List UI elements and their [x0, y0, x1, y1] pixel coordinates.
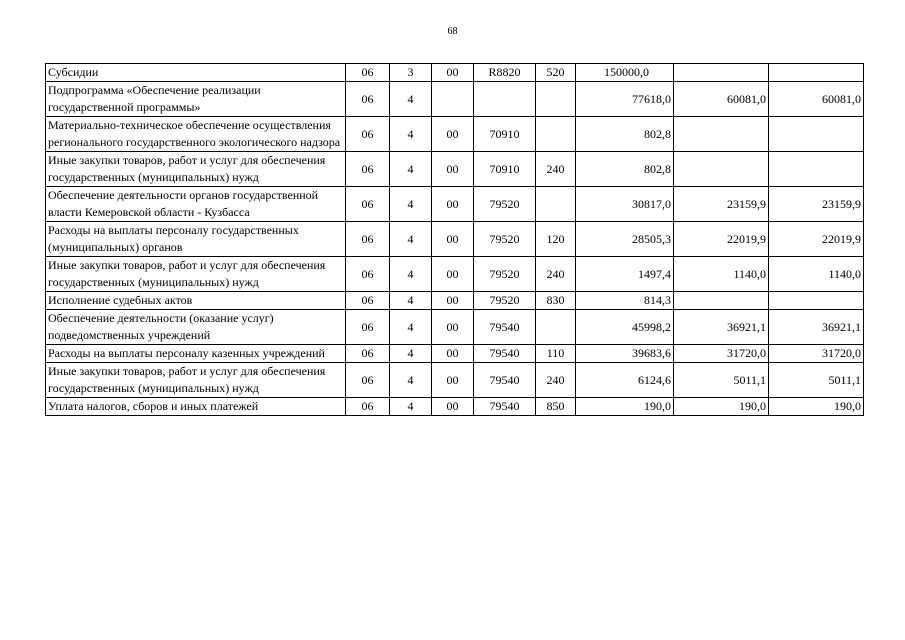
row-target-article-cell: 79540 — [474, 345, 536, 363]
row-amount-3-cell — [769, 117, 864, 152]
row-amount-2-cell: 1140,0 — [674, 257, 769, 292]
row-target-article-cell: 70910 — [474, 117, 536, 152]
row-target-article-cell: 70910 — [474, 152, 536, 187]
row-program-cell: 00 — [432, 152, 474, 187]
row-amount-1-cell: 802,8 — [576, 152, 674, 187]
table-row — [46, 398, 864, 416]
row-section-cell: 06 — [346, 398, 390, 416]
row-name-cell: Подпрограмма «Обеспечение реализации государственной программы» — [46, 82, 346, 117]
row-target-article-cell: 79520 — [474, 292, 536, 310]
row-target-article-cell: 79520 — [474, 187, 536, 222]
row-section-cell: 06 — [346, 257, 390, 292]
table-row — [46, 257, 864, 292]
row-subsection-cell: 3 — [390, 64, 432, 82]
row-target-article-cell: 79520 — [474, 257, 536, 292]
row-amount-3-cell: 22019,9 — [769, 222, 864, 257]
row-program-cell: 00 — [432, 187, 474, 222]
row-amount-2-cell — [674, 117, 769, 152]
table-row — [46, 117, 864, 152]
page-number: 68 — [447, 26, 458, 37]
row-program-cell: 00 — [432, 292, 474, 310]
row-name-cell: Исполнение судебных актов — [46, 292, 346, 310]
row-expense-type-cell: 110 — [536, 345, 576, 363]
row-expense-type-cell: 850 — [536, 398, 576, 416]
row-amount-1-cell: 1497,4 — [576, 257, 674, 292]
row-expense-type-cell — [536, 187, 576, 222]
row-subsection-cell: 4 — [390, 363, 432, 398]
row-amount-3-cell: 190,0 — [769, 398, 864, 416]
row-amount-2-cell: 5011,1 — [674, 363, 769, 398]
row-amount-2-cell — [674, 64, 769, 82]
row-section-cell: 06 — [346, 222, 390, 257]
row-section-cell: 06 — [346, 82, 390, 117]
row-expense-type-cell — [536, 117, 576, 152]
row-subsection-cell: 4 — [390, 257, 432, 292]
row-program-cell: 00 — [432, 310, 474, 345]
table-body — [46, 64, 864, 416]
table-row — [46, 82, 864, 117]
row-program-cell: 00 — [432, 117, 474, 152]
row-amount-3-cell: 60081,0 — [769, 82, 864, 117]
row-amount-3-cell: 23159,9 — [769, 187, 864, 222]
row-subsection-cell: 4 — [390, 152, 432, 187]
row-amount-2-cell: 22019,9 — [674, 222, 769, 257]
row-target-article-cell: 79540 — [474, 398, 536, 416]
row-amount-1-cell: 77618,0 — [576, 82, 674, 117]
row-name-cell: Расходы на выплаты персоналу государственных (муниципальных) органов — [46, 222, 346, 257]
row-name-cell: Материально-техническое обеспечение осуществления регионального государственного экологического надзора — [46, 117, 346, 152]
table-row — [46, 310, 864, 345]
row-amount-1-cell: 39683,6 — [576, 345, 674, 363]
row-amount-1-cell: 30817,0 — [576, 187, 674, 222]
row-section-cell: 06 — [346, 152, 390, 187]
row-expense-type-cell — [536, 310, 576, 345]
row-subsection-cell: 4 — [390, 117, 432, 152]
row-expense-type-cell: 830 — [536, 292, 576, 310]
row-amount-3-cell — [769, 292, 864, 310]
row-target-article-cell: 79540 — [474, 310, 536, 345]
row-amount-3-cell — [769, 64, 864, 82]
row-name-cell: Расходы на выплаты персоналу казенных учреждений — [46, 345, 346, 363]
table-row — [46, 345, 864, 363]
row-program-cell: 00 — [432, 64, 474, 82]
row-expense-type-cell: 240 — [536, 363, 576, 398]
row-amount-3-cell: 36921,1 — [769, 310, 864, 345]
row-program-cell — [432, 82, 474, 117]
row-subsection-cell: 4 — [390, 82, 432, 117]
row-subsection-cell: 4 — [390, 222, 432, 257]
row-target-article-cell: 79520 — [474, 222, 536, 257]
row-subsection-cell: 4 — [390, 398, 432, 416]
row-program-cell: 00 — [432, 345, 474, 363]
row-expense-type-cell: 240 — [536, 257, 576, 292]
row-name-cell: Уплата налогов, сборов и иных платежей — [46, 398, 346, 416]
row-name-cell: Иные закупки товаров, работ и услуг для обеспечения государственных (муниципальных) нужд — [46, 257, 346, 292]
row-expense-type-cell: 240 — [536, 152, 576, 187]
row-amount-3-cell — [769, 152, 864, 187]
row-program-cell: 00 — [432, 257, 474, 292]
table-row — [46, 152, 864, 187]
budget-table — [45, 63, 864, 416]
row-section-cell: 06 — [346, 310, 390, 345]
row-program-cell: 00 — [432, 363, 474, 398]
row-amount-2-cell: 31720,0 — [674, 345, 769, 363]
row-target-article-cell: R8820 — [474, 64, 536, 82]
row-name-cell: Субсидии — [46, 64, 346, 82]
row-amount-2-cell: 23159,9 — [674, 187, 769, 222]
row-name-cell: Иные закупки товаров, работ и услуг для обеспечения государственных (муниципальных) нужд — [46, 152, 346, 187]
row-amount-1-cell: 150000,0 — [576, 64, 674, 82]
row-amount-3-cell: 1140,0 — [769, 257, 864, 292]
row-amount-2-cell: 190,0 — [674, 398, 769, 416]
table-row — [46, 187, 864, 222]
table-row — [46, 64, 864, 82]
table-row — [46, 222, 864, 257]
row-expense-type-cell — [536, 82, 576, 117]
row-amount-1-cell: 190,0 — [576, 398, 674, 416]
row-amount-1-cell: 45998,2 — [576, 310, 674, 345]
row-amount-1-cell: 6124,6 — [576, 363, 674, 398]
row-expense-type-cell: 520 — [536, 64, 576, 82]
table-row — [46, 292, 864, 310]
row-section-cell: 06 — [346, 64, 390, 82]
row-expense-type-cell: 120 — [536, 222, 576, 257]
row-amount-2-cell — [674, 292, 769, 310]
row-section-cell: 06 — [346, 363, 390, 398]
row-name-cell: Обеспечение деятельности органов государственной власти Кемеровской области - Кузбасса — [46, 187, 346, 222]
row-program-cell: 00 — [432, 398, 474, 416]
row-target-article-cell — [474, 82, 536, 117]
row-subsection-cell: 4 — [390, 187, 432, 222]
row-section-cell: 06 — [346, 187, 390, 222]
row-section-cell: 06 — [346, 345, 390, 363]
row-target-article-cell: 79540 — [474, 363, 536, 398]
row-amount-3-cell: 5011,1 — [769, 363, 864, 398]
row-subsection-cell: 4 — [390, 292, 432, 310]
row-program-cell: 00 — [432, 222, 474, 257]
row-section-cell: 06 — [346, 117, 390, 152]
row-name-cell: Обеспечение деятельности (оказание услуг) подведомственных учреждений — [46, 310, 346, 345]
row-section-cell: 06 — [346, 292, 390, 310]
row-amount-1-cell: 814,3 — [576, 292, 674, 310]
row-amount-2-cell — [674, 152, 769, 187]
row-name-cell: Иные закупки товаров, работ и услуг для обеспечения государственных (муниципальных) нужд — [46, 363, 346, 398]
row-amount-1-cell: 28505,3 — [576, 222, 674, 257]
table-row — [46, 363, 864, 398]
row-subsection-cell: 4 — [390, 310, 432, 345]
row-amount-1-cell: 802,8 — [576, 117, 674, 152]
row-amount-2-cell: 60081,0 — [674, 82, 769, 117]
row-amount-3-cell: 31720,0 — [769, 345, 864, 363]
row-subsection-cell: 4 — [390, 345, 432, 363]
row-amount-2-cell: 36921,1 — [674, 310, 769, 345]
